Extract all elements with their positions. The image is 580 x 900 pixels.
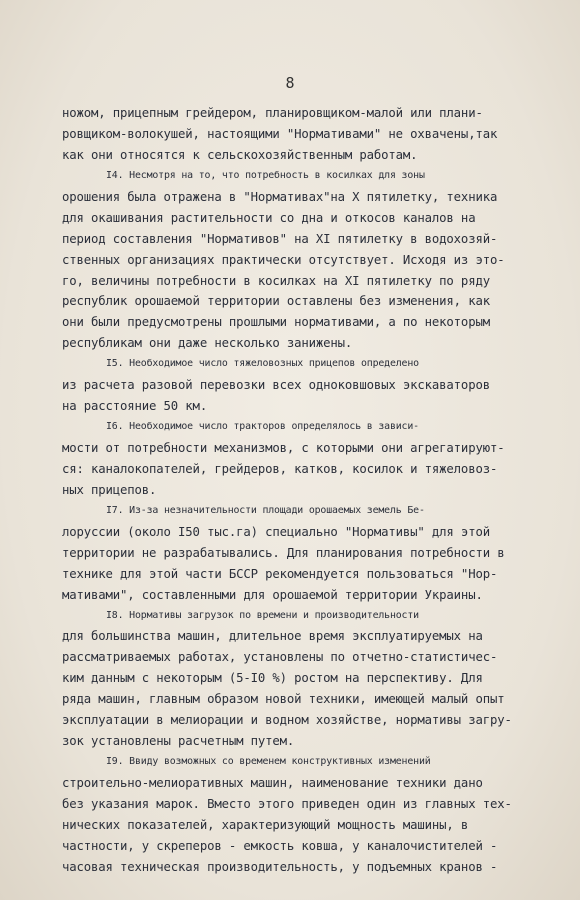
text-line: период составления "Нормативов" на XI пятилетку в водохозяй- [62,231,498,246]
text-line: как они относятся к сельскохозяйственным работам. [62,147,418,162]
text-line: го, величины потребности в косилках на XI пятилетку по ряду [62,273,490,288]
text-line: из расчета разовой перевозки всех одноковшовых экскаваторов [62,378,490,393]
text-line: лоруссии (около I50 тыс.га) специально "Нормативы" для этой [62,524,490,539]
text-line: на расстояние 50 км. [62,399,208,414]
text-line: республикам они даже несколько занижены. [62,336,353,351]
text-line: территории не разрабатывались. Для планирования потребности в [62,545,505,560]
text-line: эксплуатации в мелиорации и водном хозяйстве, нормативы загру- [62,713,512,728]
text-line: строительно-мелиоративных машин, наименование техники дано [62,776,483,790]
text-line: I5. Необходимое число тяжеловозных прицепов определено [106,358,419,370]
text-line: для большинства машин, длительное время эксплуатируемых на [62,629,483,644]
text-line: зок установлены расчетным путем. [62,734,295,749]
text-line: I9. Ввиду возможных со временем конструктивных изменений [106,756,431,768]
body-text [62,103,532,878]
text-line: ственных организациях практически отсутствует. Исходя из это- [62,252,505,267]
text-line: ных прицепов. [62,482,157,497]
text-line: мости от потребности механизмов, с которыми они агрегатируют- [62,441,505,455]
text-line: часовая техническая производительность, у подъемных кранов - [62,859,498,874]
text-line: I7. Из-за незначительности площади орошаемых земель Бе- [106,504,425,516]
text-line: ся: каналокопателей, грейдеров, катков, косилок и тяжеловоз- [62,461,498,476]
text-line: I6. Необходимое число тракторов определялось в зависи- [106,421,419,433]
text-line: I8. Нормативы загрузок по времени и производительности [106,609,419,621]
text-line: I4. Несмотря на то, что потребность в косилках для зоны [106,169,425,181]
text-line: технике для этой части БССР рекомендуется пользоваться "Нор- [62,566,498,581]
text-line: они были предусмотрены прошлыми нормативами, а по некоторым [62,315,490,330]
text-line: рассматриваемых работах, установлены по отчетно-статистичес- [62,650,498,665]
text-line: для окашивания растительности со дна и откосов каналов на [62,210,476,225]
text-line: частности, у скреперов - емкость ковша, у каналочистителей - [62,838,498,853]
text-line: нических показателей, характеризующий мощность машины, в [62,817,469,832]
text-line: мативами", составленными для орошаемой территории Украины. [62,587,483,602]
text-line: орошения была отражена в "Нормативах"на X пятилетку, техника [62,189,498,204]
text-line: ким данным с некоторым (5-I0 %) ростом на перспективу. Для [62,671,483,686]
page-number: 8 [285,74,295,92]
text-line: ровщиком-волокушей, настоящими "Нормативами" не охвачены,так [62,126,498,141]
text-line: без указания марок. Вместо этого приведен один из главных тех- [62,796,512,811]
text-line: республик орошаемой территории оставлены без изменения, как [62,294,490,309]
text-line: ряда машин, главным образом новой техники, имеющей малый опыт [62,692,505,707]
text-line: ножом, прицепным грейдером, планировщиком-малой или плани- [62,106,483,120]
